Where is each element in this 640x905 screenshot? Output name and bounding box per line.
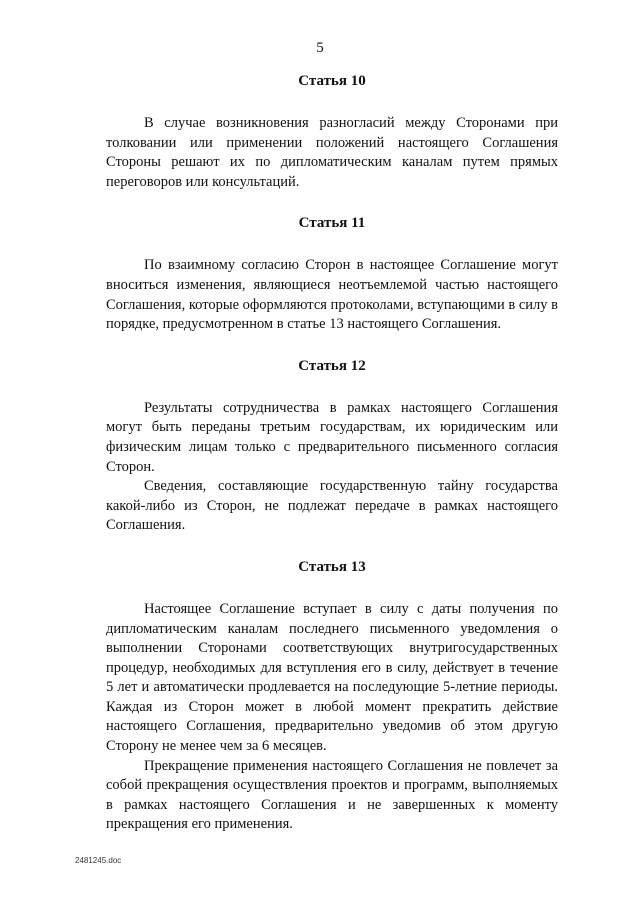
page-number: 5 <box>316 40 324 56</box>
article-paragraph: В случае возникновения разногласий между Сторонами при толковании или применении положений настоящего Соглашения Стороны решают их по дипломатическим каналам путем прямых переговоров или консультаций. <box>106 115 558 190</box>
document-body <box>106 72 558 835</box>
article-paragraph: Сведения, составляющие государственную тайну государства какой-либо из Сторон, не подлежат передаче в рамках настоящего Соглашения. <box>106 478 558 534</box>
article-title: Статья 12 <box>298 357 366 374</box>
article-title: Статья 11 <box>298 215 366 232</box>
article-13 <box>106 558 558 835</box>
article-10 <box>106 72 558 192</box>
article-paragraph: Прекращение применения настоящего Соглашения не повлечет за собой прекращения осуществления проектов и программ, выполняемых в рамках настоящего Соглашения и не завершенных к моменту прекращения его применения. <box>106 757 558 833</box>
article-title: Статья 10 <box>298 73 366 89</box>
article-paragraph: Результаты сотрудничества в рамках настоящего Соглашения могут быть переданы третьим государствам, их юридическим или физическим лицам только с предварительного письменного согласия Сторон. <box>106 399 558 475</box>
article-title: Статья 13 <box>298 558 366 575</box>
document-file-code: 2481245.doc <box>75 856 122 865</box>
article-paragraph: Настоящее Соглашение вступает в силу с даты получения по дипломатическим каналам последнего письменного уведомления о выполнении Сторонами соответствующих внутригосударственных процедур, необходимых для вступления его в силу, действует в течение 5 лет и автоматически продлевается на последующие 5-летние периоды. Каждая из Сторон может в любой момент прекратить действие настоящего Соглашения, предварительно уведомив об этом другую Сторону не менее чем за 6 месяцев. <box>106 600 558 755</box>
article-12 <box>106 357 558 536</box>
article-11 <box>106 214 558 334</box>
article-paragraph: По взаимному согласию Сторон в настоящее Соглашение могут вноситься изменения, являющиеся неотъемлемой частью настоящего Соглашения, которые оформляются протоколами, вступающими в силу в порядке, предусмотренном в статье 13 настоящего Соглашения. <box>106 257 558 333</box>
